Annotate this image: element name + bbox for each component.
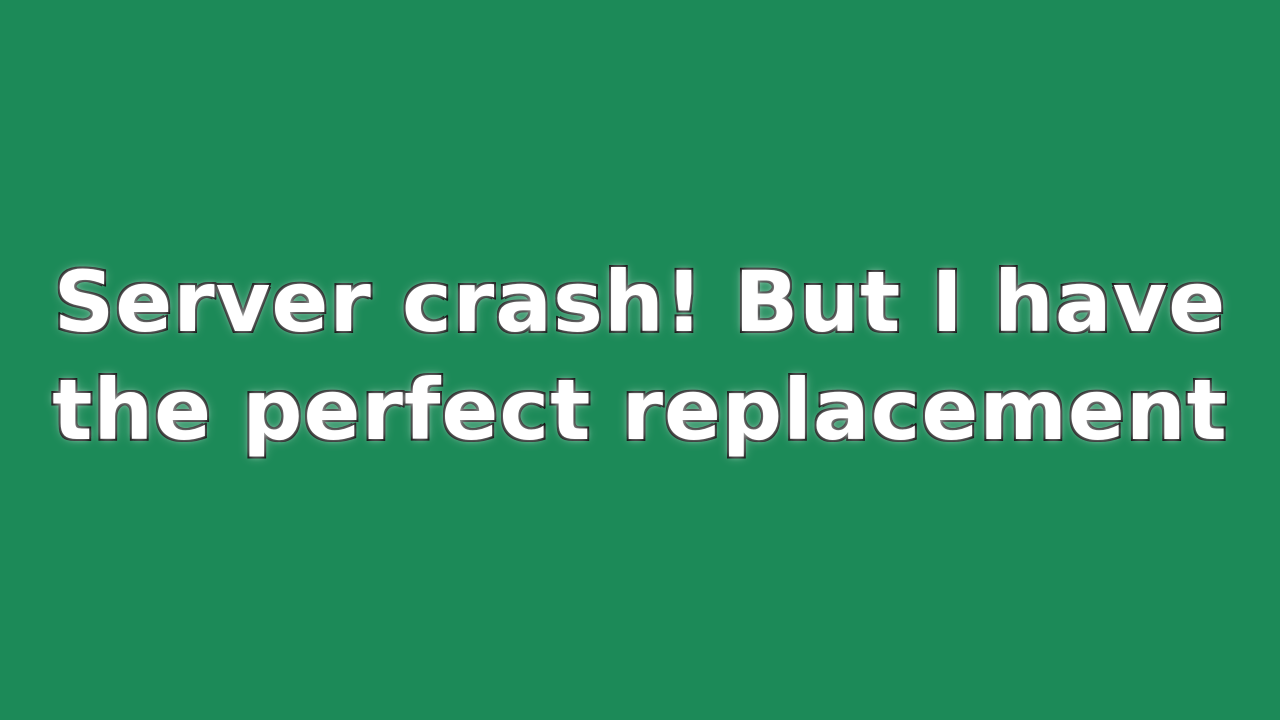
caption-line-2: the perfect replacement (52, 361, 1228, 459)
caption-line-1: Server crash! But I have (53, 253, 1227, 351)
